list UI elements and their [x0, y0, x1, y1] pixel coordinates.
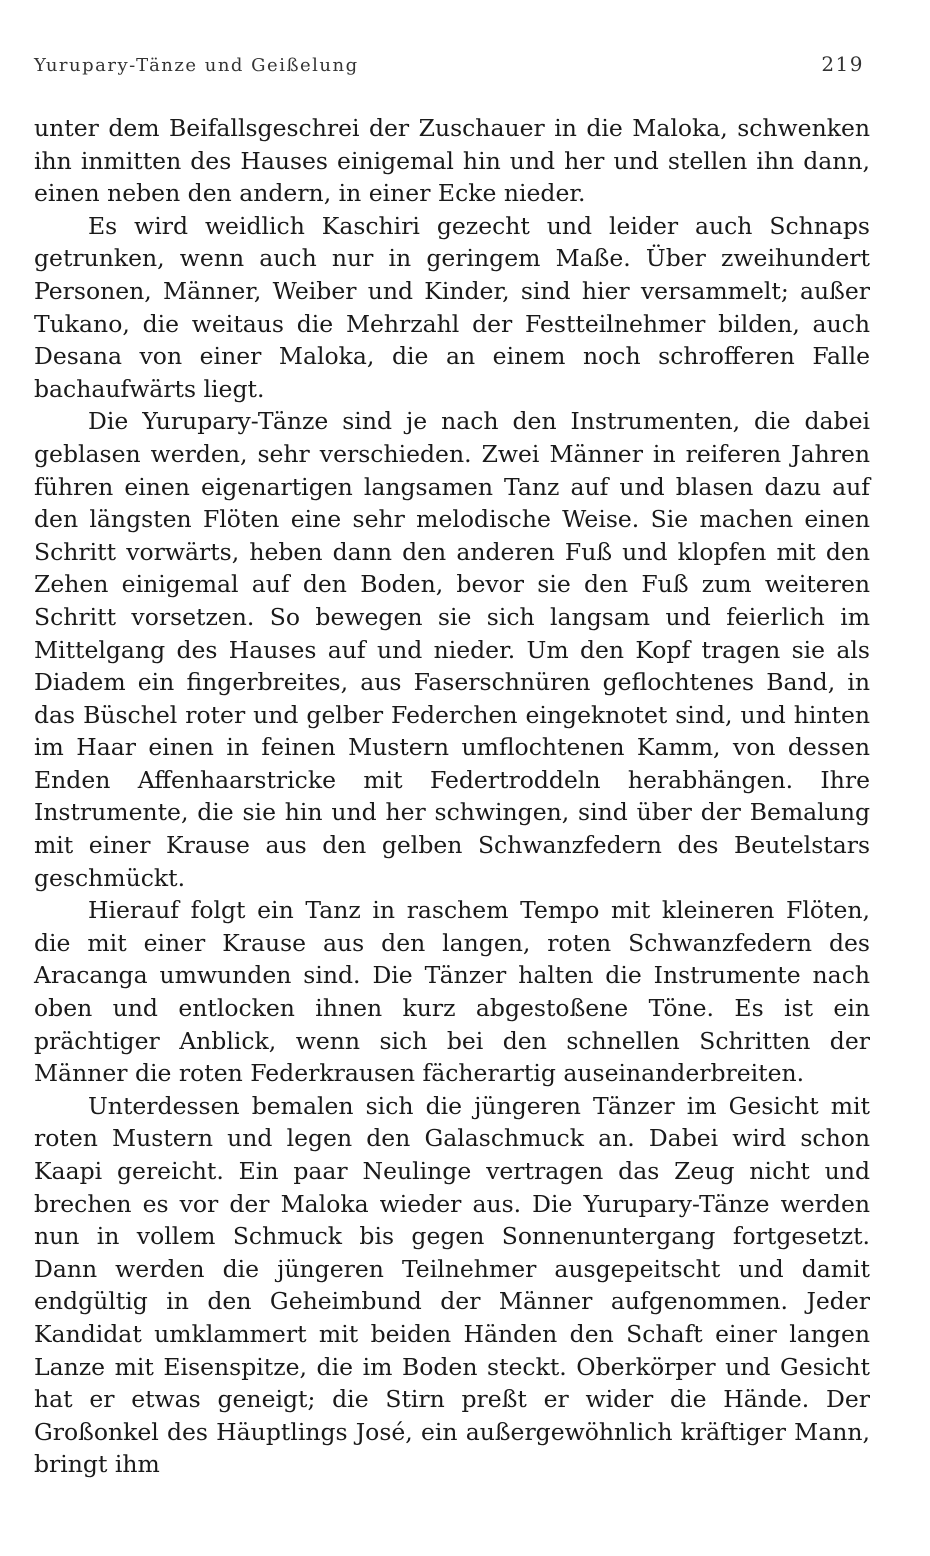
paragraph-1: unter dem Beifallsgeschrei der Zuschauer in die Maloka, schwenken ihn inmitten des Hauses einigemal hin und her und stellen ihn dann, einen neben den andern, in einer Ecke nieder.	[34, 114, 870, 208]
paragraph-2: Es wird weidlich Kaschiri gezecht und leider auch Schnaps getrunken, wenn auch nur in geringem Maße. Über zweihundert Personen, Männer, Weiber und Kinder, sind hier versammelt; außer Tukano, die weitaus die Mehrzahl der Festteilnehmer bilden, auch Desana von einer Maloka, die an einem noch schrofferen Falle bachaufwärts liegt.	[34, 211, 870, 403]
body-text	[34, 112, 870, 1481]
page-number: 219	[821, 52, 864, 76]
running-head	[34, 52, 870, 76]
book-page	[34, 52, 870, 1481]
running-title: Yurupary-Tänze und Geißelung	[34, 55, 359, 76]
paragraph-4: Hierauf folgt ein Tanz in raschem Tempo mit kleineren Flöten, die mit einer Krause aus den langen, roten Schwanzfedern des Aracanga umwunden sind. Die Tänzer halten die Instrumente nach oben und entlocken ihnen kurz abgestoßene Töne. Es ist ein prächtiger Anblick, wenn sich bei den schnellen Schritten der Männer die roten Federkrausen fächerartig auseinanderbreiten.	[34, 896, 870, 1088]
paragraph-5: Unterdessen bemalen sich die jüngeren Tänzer im Gesicht mit roten Mustern und legen den Galaschmuck an. Dabei wird schon Kaapi gereicht. Ein paar Neulinge vertragen das Zeug nicht und brechen es vor der Maloka wieder aus. Die Yurupary-Tänze werden nun in vollem Schmuck bis gegen Sonnenuntergang fortgesetzt. Dann werden die jüngeren Teilnehmer ausgepeitscht und damit endgültig in den Geheimbund der Männer aufgenommen. Jeder Kandidat umklammert mit beiden Händen den Schaft einer langen Lanze mit Eisenspitze, die im Boden steckt. Oberkörper und Gesicht hat er etwas geneigt; die Stirn preßt er wider die Hände. Der Großonkel des Häuptlings José, ein außergewöhnlich kräftiger Mann, bringt ihm	[34, 1091, 870, 1479]
paragraph-3: Die Yurupary-Tänze sind je nach den Instrumenten, die dabei geblasen werden, sehr verschieden. Zwei Männer in reiferen Jahren führen einen eigenartigen langsamen Tanz auf und blasen dazu auf den längsten Flöten eine sehr melodische Weise. Sie machen einen Schritt vorwärts, heben dann den anderen Fuß und klopfen mit den Zehen einigemal auf den Boden, bevor sie den Fuß zum weiteren Schritt vorsetzen. So bewegen sie sich langsam und feierlich im Mittelgang des Hauses auf und nieder. Um den Kopf tragen sie als Diadem ein fingerbreites, aus Faserschnüren geflochtenes Band, in das Büschel roter und gelber Federchen eingeknotet sind, und hinten im Haar einen in feinen Mustern umflochtenen Kamm, von dessen Enden Affenhaarstricke mit Federtroddeln herabhängen. Ihre Instrumente, die sie hin und her schwingen, sind über der Bemalung mit einer Krause aus den gelben Schwanzfedern des Beutelstars geschmückt.	[34, 407, 870, 892]
